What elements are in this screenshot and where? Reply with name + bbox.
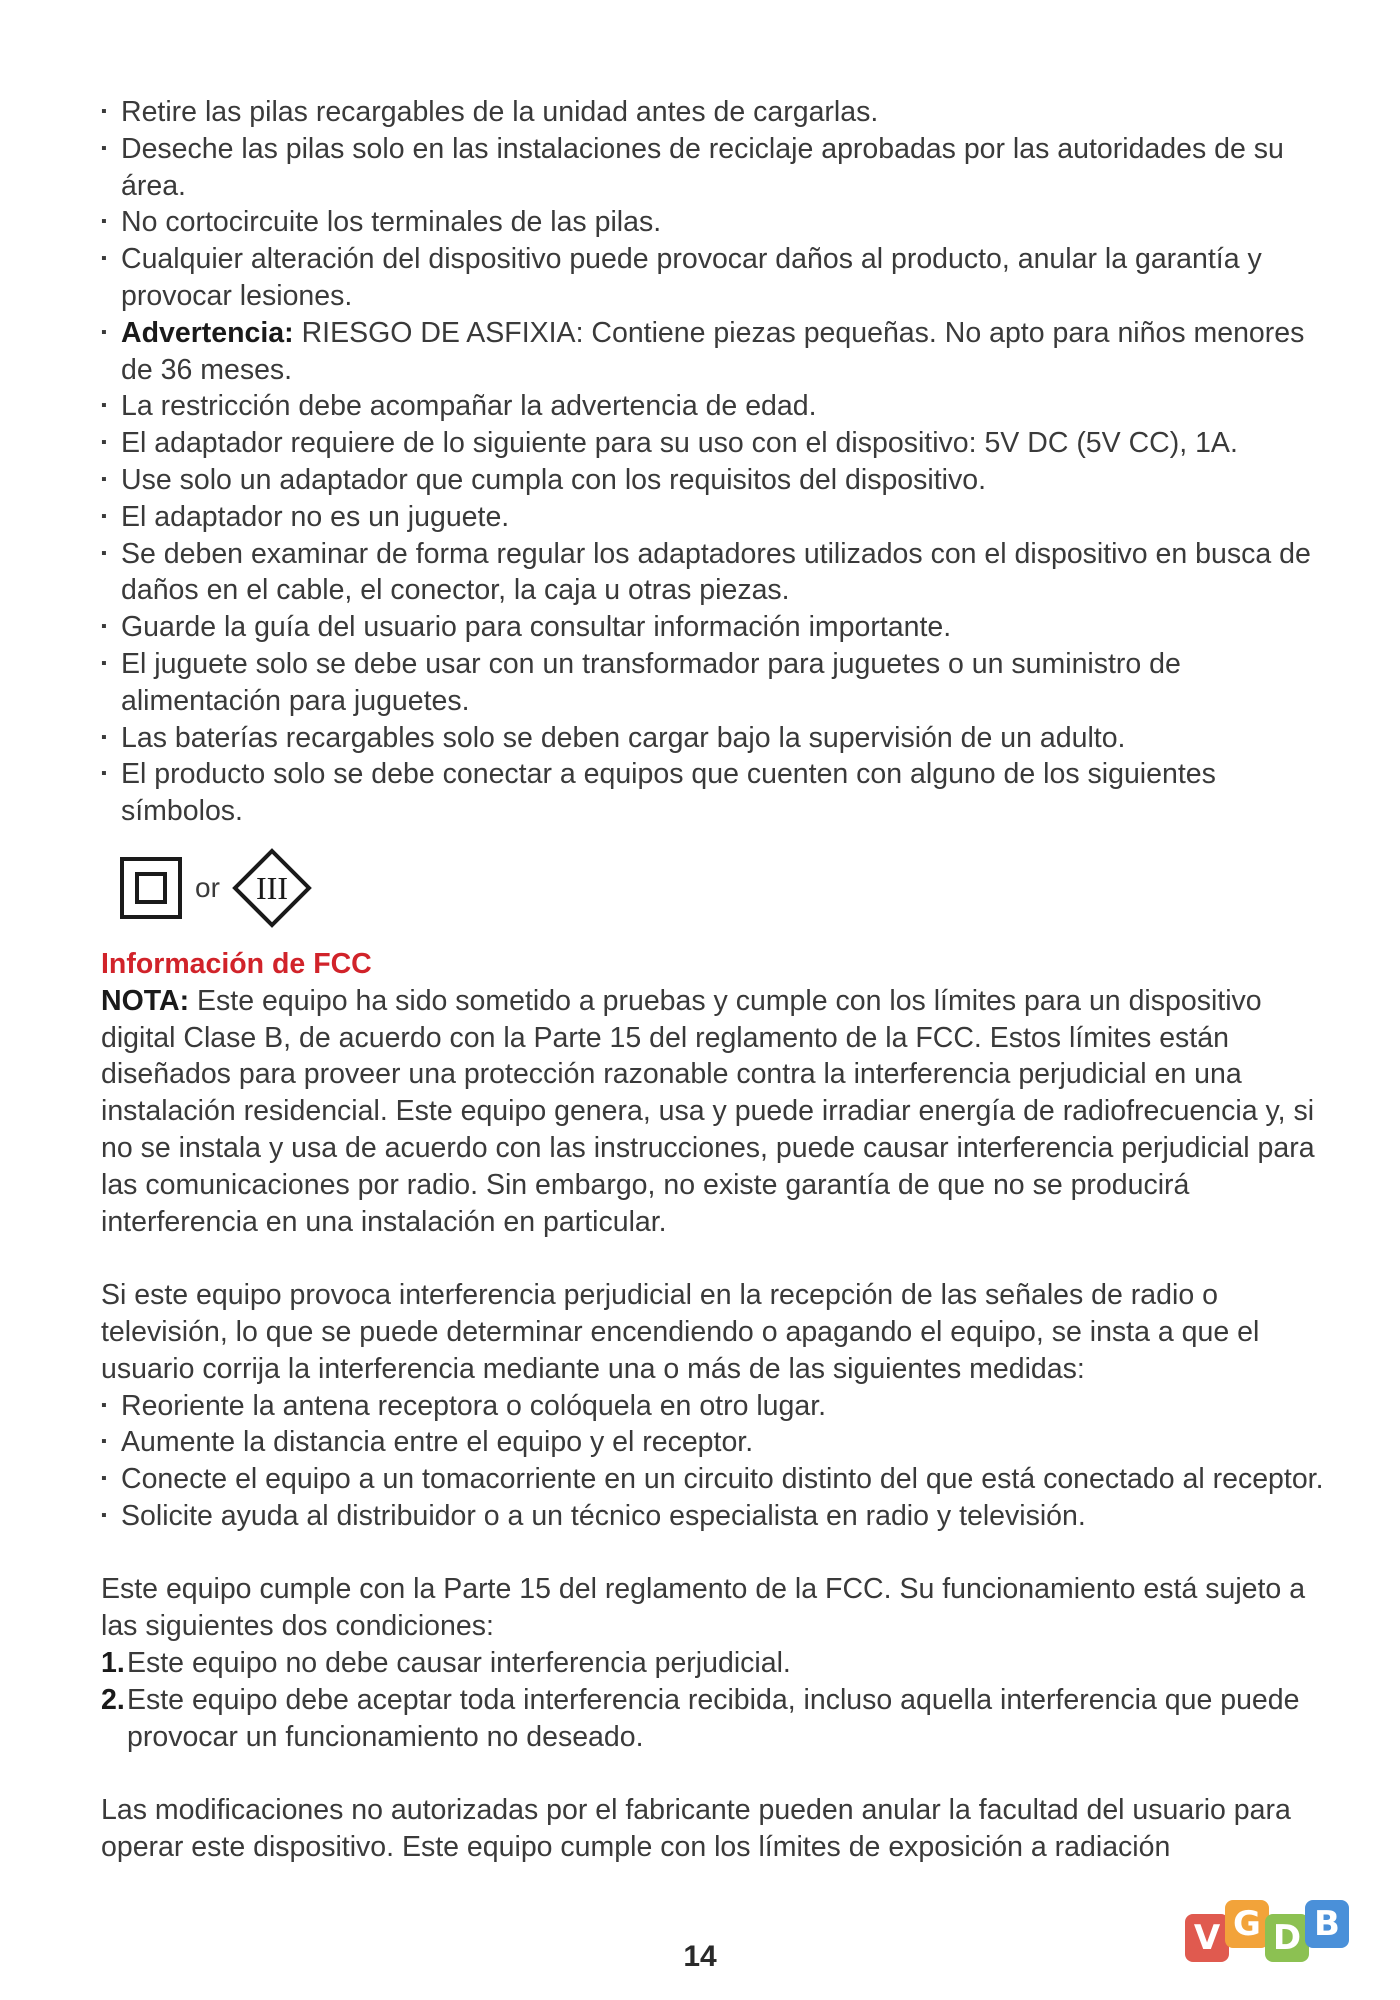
fcc-note (101, 983, 1331, 1241)
fcc-paragraph: Las modificaciones no autorizadas por el fabricante pueden anular la facultad del usuario para operar este dispositivo. Este equipo cumple con los límites de exposición a radiación (101, 1794, 1291, 1864)
note-text: Este equipo ha sido sometido a pruebas y cumple con los límites para un dispositivo digital Clase B, de acuerdo con la Parte 15 del reglamento de la FCC. Estos límites están diseñados para proveer una protección razonable contra la interferencia perjudicial en una instalación residencial. Este equipo genera, usa y puede irradiar energía de radiofrecuencia y, si no se instala y usa de acuerdo con las instrucciones, puede causar interferencia perjudicial para las comunicaciones por radio. Sin embargo, no existe garantía de que no se producirá interferencia en una instalación en particular. (101, 984, 1315, 1238)
watermark-letter: V (1185, 1914, 1229, 1962)
bullet-item: ▪ Se deben examinar de forma regular los adaptadores utilizados con el dispositivo en busca de daños en el cable, el conector, la caja u otras piezas. (101, 536, 1331, 610)
bullet-item: ▪ La restricción debe acompañar la advertencia de edad. (101, 388, 1331, 425)
condition-number: 2. (101, 1683, 125, 1716)
bullet-item: ▪ El producto solo se debe conectar a equipos que cuenten con alguno de los siguientes símbolos. (101, 756, 1331, 830)
page-number: 14 (683, 1940, 717, 1973)
watermark-letter: D (1265, 1914, 1309, 1962)
bullet-item: ▪ El juguete solo se debe usar con un transformador para juguetes o un suministro de alimentación para juguetes. (101, 646, 1331, 720)
measure-item: ▪ Solicite ayuda al distribuidor o a un técnico especialista en radio y televisión. (101, 1498, 1331, 1535)
bullet-item: ▪ Cualquier alteración del dispositivo puede provocar daños al producto, anular la garantía y provocar lesiones. (101, 241, 1331, 315)
watermark-letter: G (1225, 1900, 1269, 1948)
bullet-item: ▪ No cortocircuite los terminales de las pilas. (101, 204, 1331, 241)
condition-text: Este equipo debe aceptar toda interferencia recibida, incluso aquella interferencia que puede provocar un funcionamiento no deseado. (127, 1683, 1300, 1753)
condition-text: Este equipo no debe causar interferencia perjudicial. (127, 1647, 791, 1680)
fcc-paragraph: Este equipo cumple con la Parte 15 del reglamento de la FCC. Su funcionamiento está sujeto a las siguientes dos condiciones: (101, 1573, 1306, 1643)
bullet-item: ▪ Las baterías recargables solo se deben cargar bajo la supervisión de un adulto. (101, 720, 1331, 757)
condition-item (101, 1682, 1331, 1756)
warning-bullet (101, 315, 1331, 389)
bullet-item: ▪ El adaptador no es un juguete. (101, 499, 1331, 536)
bullet-item: ▪ Retire las pilas recargables de la unidad antes de cargarlas. (101, 94, 1331, 131)
warning-text: RIESGO DE ASFIXIA: Contiene piezas pequeñas. No apto para niños menores de 36 meses. (121, 316, 1305, 386)
fcc-heading: Información de FCC (101, 947, 372, 980)
warning-label: Advertencia: (121, 316, 294, 349)
bullet-item: ▪ Use solo un adaptador que cumpla con los requisitos del dispositivo. (101, 462, 1331, 499)
bullet-item: ▪ El adaptador requiere de lo siguiente para su uso con el dispositivo: 5V DC (5V CC), 1A. (101, 425, 1331, 462)
or-label: or (195, 871, 220, 903)
condition-number: 1. (101, 1647, 125, 1680)
bullet-item: ▪ Deseche las pilas solo en las instalaciones de reciclaje aprobadas por las autoridades de su área. (101, 131, 1331, 205)
class-iii-icon (232, 848, 312, 928)
double-insulation-icon (119, 856, 183, 920)
bullet-item: ▪ Guarde la guía del usuario para consultar información importante. (101, 609, 1331, 646)
measure-item: ▪ Reoriente la antena receptora o colóquela en otro lugar. (101, 1388, 1331, 1425)
measure-item: ▪ Conecte el equipo a un tomacorriente en un circuito distinto del que está conectado al receptor. (101, 1461, 1331, 1498)
equipment-symbols (119, 842, 1331, 934)
watermark-letter: B (1305, 1900, 1349, 1948)
measure-item: ▪ Aumente la distancia entre el equipo y el receptor. (101, 1424, 1331, 1461)
document-page (101, 94, 1331, 1866)
condition-item (101, 1645, 1331, 1682)
fcc-paragraph: Si este equipo provoca interferencia perjudicial en la recepción de las señales de radio o televisión, lo que se puede determinar encendiendo o apagando el equipo, se insta a que el usuario corrija la interferencia mediante una o más de las siguientes medidas: (101, 1279, 1260, 1385)
class-iii-label: III (255, 869, 288, 906)
note-label: NOTA: (101, 984, 190, 1017)
vgdb-watermark-logo (1185, 1904, 1345, 1958)
